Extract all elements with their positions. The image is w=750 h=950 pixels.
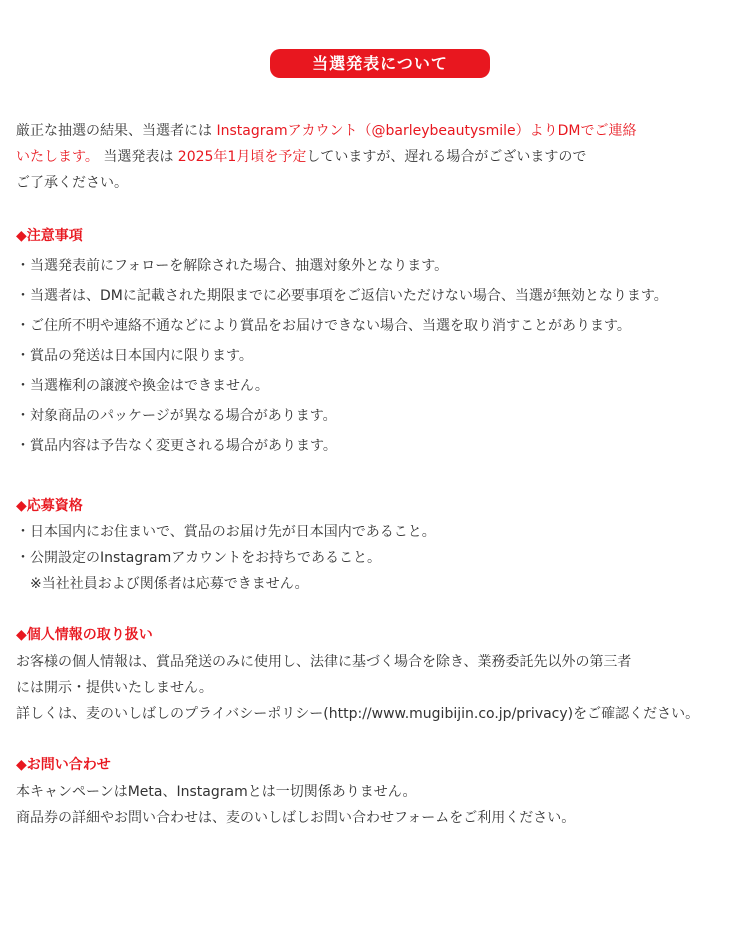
eligibility-list bbox=[16, 519, 436, 597]
list-item: ・賞品内容は予告なく変更される場合があります。 bbox=[16, 438, 337, 454]
instagram-account-highlight: Instagramアカウント（@barleybeautysmile）よりDMでご連絡 bbox=[216, 123, 637, 139]
intro-highlight: いたします。 bbox=[16, 149, 99, 165]
notes-list bbox=[16, 251, 668, 461]
inquiry-line: 商品券の詳細やお問い合わせは、麦のいしばしお問い合わせフォームをご利用ください。 bbox=[16, 810, 576, 826]
intro-line-2 bbox=[16, 144, 744, 170]
inquiry-line: 本キャンペーンはMeta、Instagramとは一切関係ありません。 bbox=[16, 784, 417, 800]
list-item: ・当選発表前にフォローを解除された場合、抽選対象外となります。 bbox=[16, 258, 449, 274]
notes-heading: ◆注意事項 bbox=[16, 228, 83, 244]
intro-text: 厳正な抽選の結果、当選者には bbox=[16, 123, 212, 139]
intro-text: 当選発表は bbox=[103, 149, 174, 165]
list-item: ・ご住所不明や連絡不通などにより賞品をお届けできない場合、当選を取り消すことがあります。 bbox=[16, 318, 631, 334]
eligibility-footnote: ※当社社員および関係者は応募できません。 bbox=[30, 576, 309, 592]
privacy-heading: ◆個人情報の取り扱い bbox=[16, 627, 153, 643]
list-item: ・日本国内にお住まいで、賞品のお届け先が日本国内であること。 bbox=[16, 524, 436, 540]
list-item: ・対象商品のパッケージが異なる場合があります。 bbox=[16, 408, 337, 424]
list-item: ・公開設定のInstagramアカウントをお持ちであること。 bbox=[16, 550, 381, 566]
privacy-line: お客様の個人情報は、賞品発送のみに使用し、法律に基づく場合を除き、業務委託先以外の第三者 bbox=[16, 654, 632, 670]
list-item: ・当選者は、DMに記載された期限までに必要事項をご返信いただけない場合、当選が無効となります。 bbox=[16, 288, 668, 304]
intro-line-1 bbox=[16, 118, 744, 144]
inquiry-heading: ◆お問い合わせ bbox=[16, 757, 111, 773]
list-item: ・賞品の発送は日本国内に限ります。 bbox=[16, 348, 253, 364]
intro-paragraph bbox=[16, 118, 744, 196]
privacy-line: には開示・提供いたしません。 bbox=[16, 680, 213, 696]
inquiry-text bbox=[16, 779, 575, 831]
intro-line-3: ご了承ください。 bbox=[16, 175, 128, 191]
privacy-text bbox=[16, 649, 699, 727]
eligibility-heading: ◆応募資格 bbox=[16, 498, 83, 514]
privacy-policy-line: 詳しくは、麦のいしばしのプライバシーポリシー(http://www.mugibijin.co.jp/privacy)をご確認ください。 bbox=[16, 706, 700, 722]
list-item: ・当選権利の譲渡や換金はできません。 bbox=[16, 378, 269, 394]
announcement-date-highlight: 2025年1月頃を予定 bbox=[177, 149, 307, 165]
intro-text: していますが、遅れる場合がございますので bbox=[306, 149, 587, 165]
title-badge: 当選発表について bbox=[270, 49, 490, 78]
